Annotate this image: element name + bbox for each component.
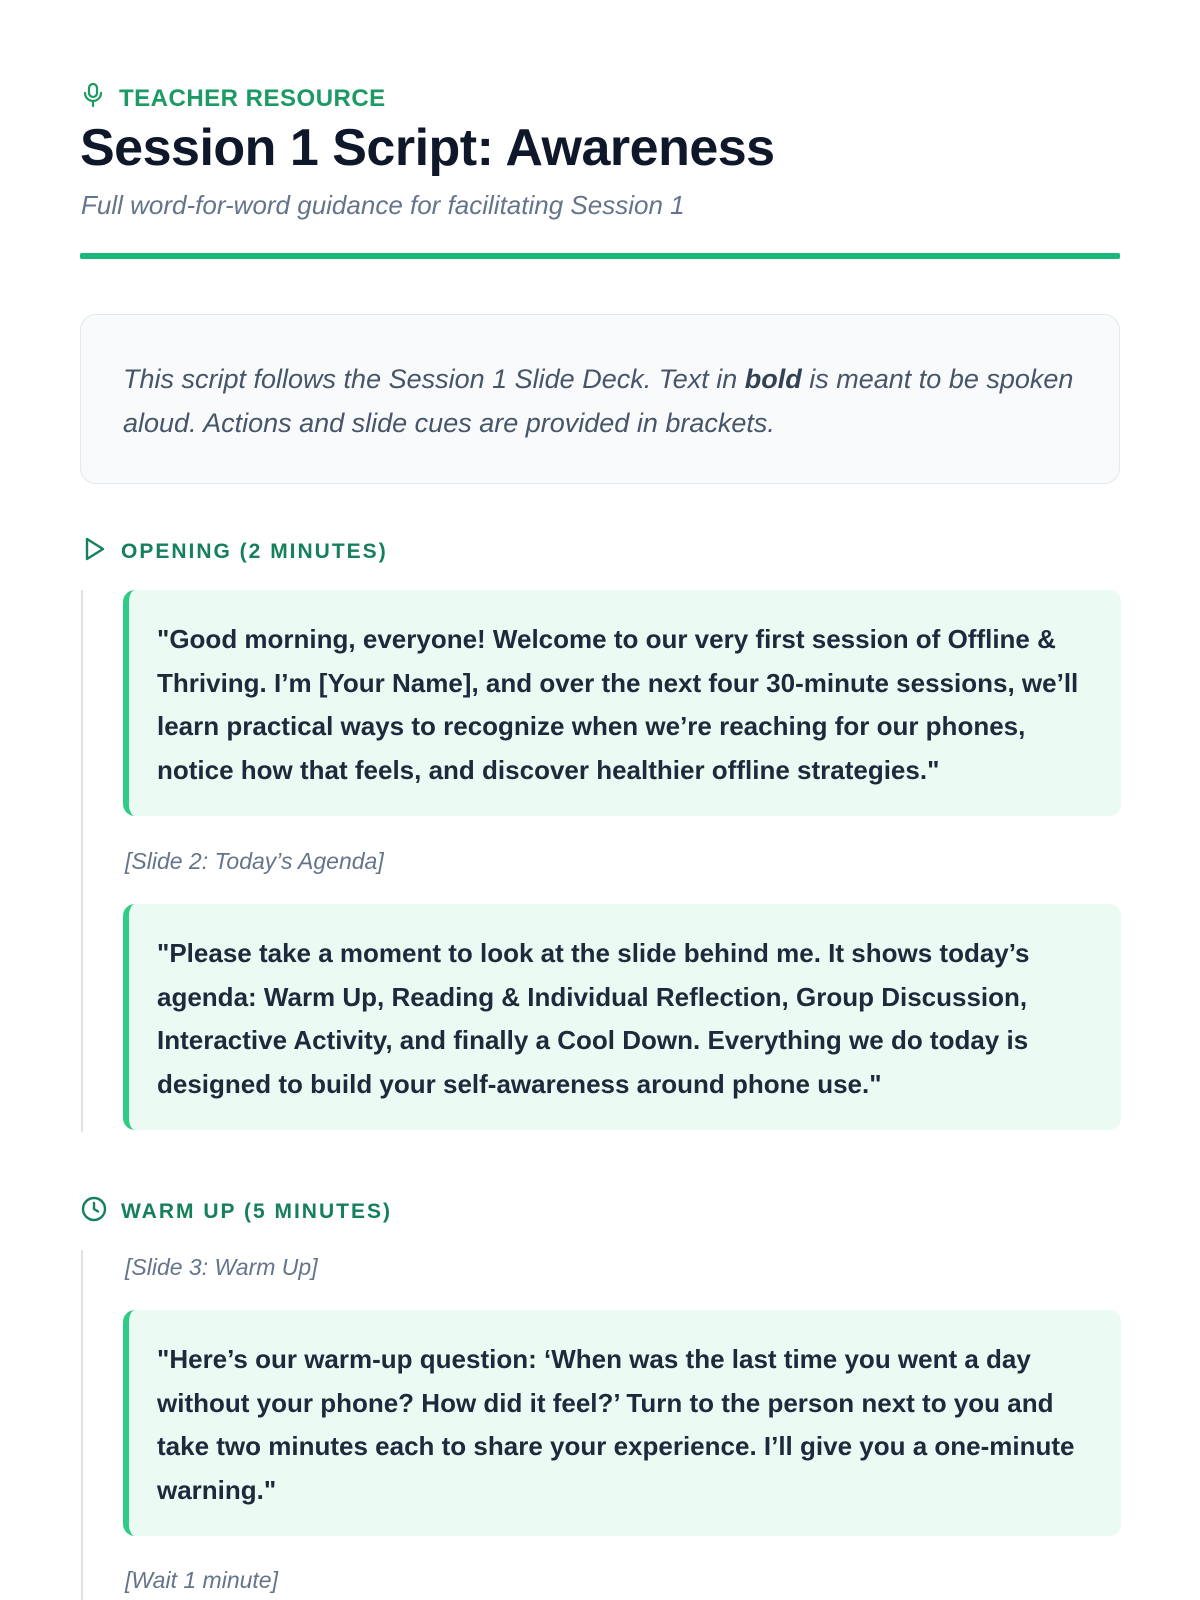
intro-text-start: This script follows the Session 1 Slide Deck. Text in bbox=[123, 364, 745, 394]
section-heading-opening bbox=[81, 536, 388, 568]
section-heading-warm-up bbox=[81, 1196, 392, 1228]
clock-icon bbox=[81, 1196, 107, 1228]
slide-cue: [Slide 3: Warm Up] bbox=[125, 1254, 318, 1280]
spoken-quote: "Please take a moment to look at the slide behind me. It shows today’s agenda: Warm Up, Reading & Individual Reflection, Group Discussion, Interactive Activity, and finally a Cool Down. Everything we do today is designed to build your self-awareness around phone use." bbox=[123, 904, 1121, 1130]
slide-cue: [Slide 2: Today’s Agenda] bbox=[125, 848, 384, 874]
intro-text-end: is meant to be spoken aloud. Actions and slide cues are provided in brackets. bbox=[123, 364, 1074, 438]
spoken-quote: "Good morning, everyone! Welcome to our very first session of Offline & Thriving. I’m [Your Name], and over the next four 30-minute sessions, we’ll learn practical ways to recognize when we’re reaching for our phones, notice how that feels, and discover healthier offline strategies." bbox=[123, 590, 1121, 816]
play-icon bbox=[81, 536, 107, 568]
header-divider bbox=[80, 253, 1120, 259]
section-rail bbox=[81, 1250, 83, 1600]
section-heading-label: WARM UP (5 MINUTES) bbox=[121, 1200, 392, 1223]
spoken-quote: "Here’s our warm-up question: ‘When was the last time you went a day without your phone? How did it feel?’ Turn to the person next to you and take two minutes each to share your experience. I’ll give you a one-minute warning." bbox=[123, 1310, 1121, 1536]
action-cue: [Wait 1 minute] bbox=[125, 1567, 278, 1593]
section-rail bbox=[81, 590, 83, 1132]
eyebrow bbox=[81, 82, 386, 115]
intro-bold-word: bold bbox=[744, 364, 802, 394]
page-title: Session 1 Script: Awareness bbox=[80, 119, 775, 177]
eyebrow-label: TEACHER RESOURCE bbox=[119, 84, 386, 112]
page-subtitle: Full word-for-word guidance for facilitating Session 1 bbox=[81, 190, 685, 220]
section-heading-label: OPENING (2 MINUTES) bbox=[121, 540, 388, 563]
intro-note bbox=[80, 314, 1120, 484]
microphone-icon bbox=[81, 82, 105, 115]
